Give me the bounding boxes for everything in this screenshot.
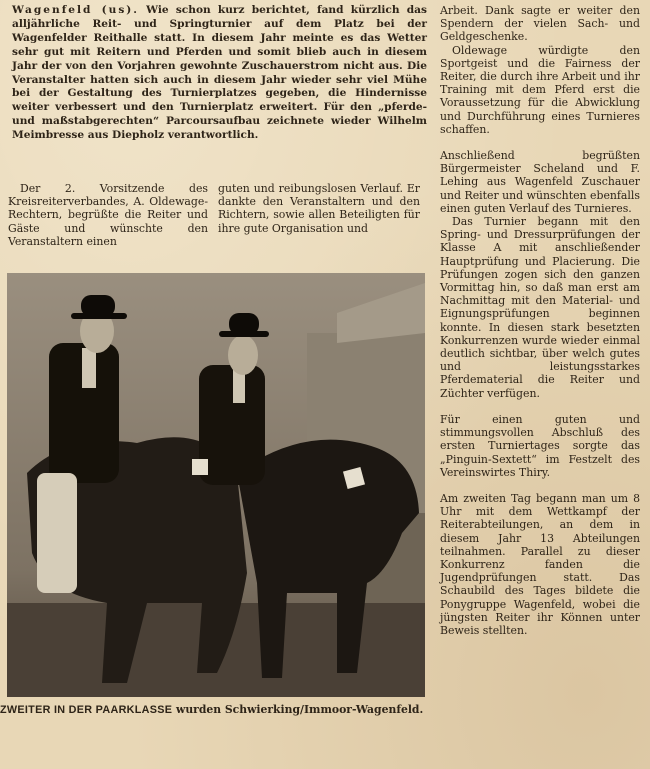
caption-lead: ZWEITER IN DER PAARKLASSE — [0, 704, 173, 716]
column-3-paragraph: Arbeit. Dank sagte er weiter den Spendern der vielen Sach- und Geldgeschenke. — [440, 4, 640, 44]
column-2-text: guten und reibungslosen Verlauf. Er dankte den Veranstaltern und den Richtern, sowie allen Beteiligten für ihre gute Organisation und — [218, 182, 420, 235]
caption-text: wurden Schwierking/Immoor-Wagenfeld. — [172, 703, 424, 716]
lead-paragraph — [12, 4, 427, 143]
photo-caption — [0, 703, 430, 717]
column-3-paragraph: Anschließend begrüßten Bürgermeister Scheland und F. Lehing aus Wagenfeld Zuschauer und Reiter und wünschten ebenfalls einen guten Verlauf des Turnieres. — [440, 149, 640, 215]
column-1-text: Der 2. Vorsitzende des Kreisreiterverbandes, A. Oldewage-Rechtern, begrüßte die Reiter und Gäste und wünschte den Veranstaltern einen — [8, 182, 208, 248]
lead-text: Wie schon kurz berichtet, fand kürzlich das alljährliche Reit- und Springturnier auf dem Platz bei der Wagenfelder Reithalle statt. In diesem Jahr meinte es das Wetter sehr gut mit Reitern und Pferden und somit blieb auch in diesem Jahr der von den Vorjahren gewohnte Zuschauerstrom nicht aus. Die Veranstalter hatten sich auch in diesem Jahr wieder sehr viel Mühe bei der Gestaltung des Turnierplatzes gegeben, die Hindernisse weiter verbessert und den Turnierplatz erweitert. Für den „pferde- und maßstabgerechten“ Parcoursaufbau zeichnete wieder Wilhelm Meimbresse aus Diepholz verantwortlich. — [12, 4, 427, 142]
dateline: Wagenfeld (us). — [12, 4, 139, 16]
photo-illustration — [7, 273, 425, 697]
column-3-paragraph: Für einen guten und stimmungsvollen Abschluß des ersten Turniertages sorgte das „Pinguin-Sextett“ im Festzelt des Vereinswirtes Thiry. — [440, 412, 640, 479]
column-3 — [440, 4, 640, 637]
column-3-paragraph: Am zweiten Tag begann man um 8 Uhr mit dem Wettkampf der Reiterabteilungen, an dem in diesem Jahr 13 Abteilungen teilnahmen. Parallel zu dieser Konkurrenz fanden die Jugendprüfungen statt. Das Schaubild des Tages bildete die Ponygruppe Wagenfeld, wobei die jüngsten Reiter ihr Können unter Beweis stellten. — [440, 491, 640, 637]
column-3-paragraph: Das Turnier begann mit den Spring- und Dressurprüfungen der Klasse A mit anschließender Hauptprüfung und Placierung. Die Prüfungen zogen sich den ganzen Vormittag hin, so daß man erst am Nachmittag mit den Material- und Eignungsprüfungen beginnen konnte. In diesen stark besetzten Konkurrenzen wurde wieder einmal deutlich sichtbar, über welch gutes und leistungsstarkes Pferdematerial die Reiter und Züchter verfügen. — [440, 215, 640, 400]
column-3-paragraph: Oldewage würdigte den Sportgeist und die Fairness der Reiter, die durch ihre Arbeit und ihr Training mit dem Pferd erst die Voraussetzung für die Abwicklung und Durchführung eines Turnieres schaffen. — [440, 43, 640, 136]
riders-photo — [7, 273, 425, 697]
